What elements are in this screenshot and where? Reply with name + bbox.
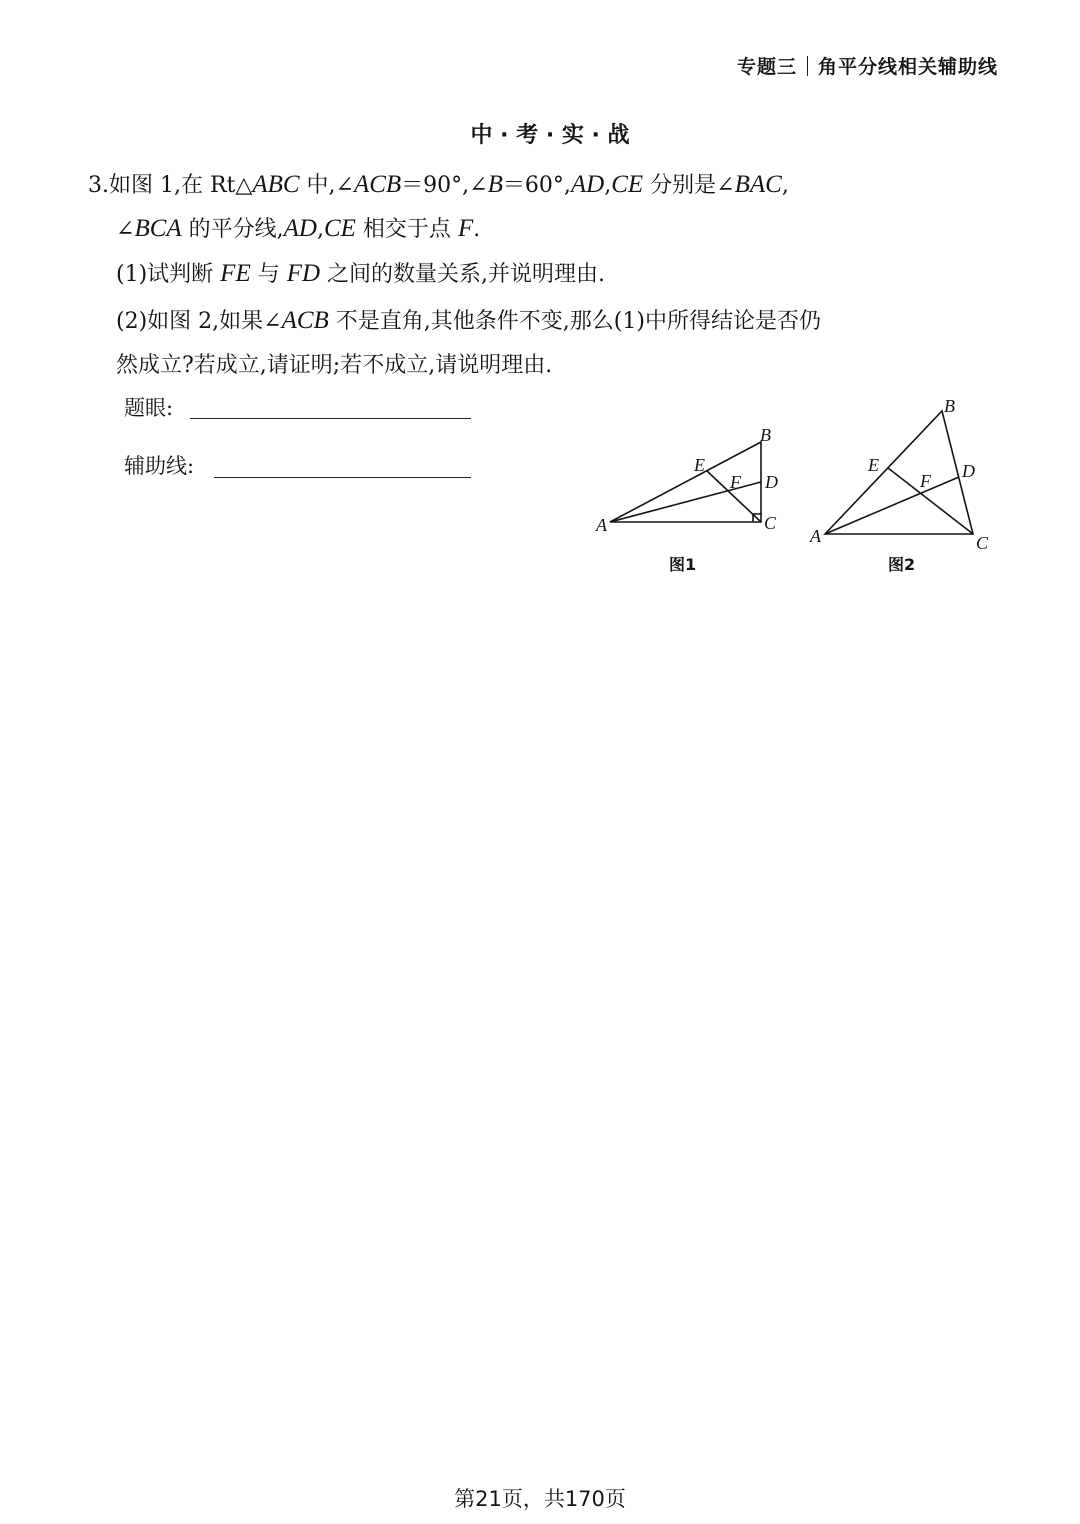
fig2-caption: 图2 [888, 555, 916, 574]
math-seg: FD [286, 260, 321, 287]
text-seg: (2)如图 2,如果∠ [116, 309, 282, 334]
math-seg: B [487, 171, 503, 198]
figures [580, 385, 1010, 585]
fig2-labels [809, 396, 989, 574]
text-seg: , [781, 173, 789, 198]
math-seg: F [457, 215, 474, 242]
math-seg: ABC [252, 171, 300, 198]
math-seg: AD [570, 171, 605, 198]
text-seg: , [316, 217, 324, 242]
page-header [737, 52, 998, 79]
fig1-label-b: B [760, 425, 771, 445]
fuzhuxian-blank[interactable] [214, 477, 471, 478]
problem-number: 3. [88, 173, 109, 198]
problem-line-2 [116, 214, 480, 245]
figure-2 [825, 411, 973, 534]
fig1-label-a: A [596, 515, 607, 535]
question-1 [116, 259, 605, 290]
math-seg: FE [220, 260, 251, 287]
math-seg: ACB [281, 307, 329, 334]
math-seg: BCA [134, 215, 182, 242]
header-topic: 专题三 [736, 56, 797, 78]
fig2-bisector-ad [825, 477, 959, 534]
text-seg: 中,∠ [299, 173, 354, 198]
text-seg: 之间的数量关系,并说明理由. [320, 262, 606, 287]
fig2-label-f: F [920, 471, 931, 491]
text-seg: 相交于点 [355, 217, 458, 242]
question-2-line-1 [116, 306, 821, 337]
math-seg: CE [611, 171, 644, 198]
fuzhuxian-label: 辅助线: [124, 454, 195, 478]
section-title: 中 · 考 · 实 · 战 [470, 123, 630, 148]
header-title: 角平分线相关辅助线 [817, 56, 998, 78]
problem-line-1 [88, 170, 789, 201]
text-seg: ＝60°, [502, 173, 571, 198]
fig1-caption: 图1 [669, 555, 697, 574]
fig1-label-d: D [765, 472, 778, 492]
fig1-label-c: C [764, 513, 777, 533]
tiyan-label: 题眼: [124, 396, 174, 420]
text-seg: . [473, 217, 481, 242]
text-seg: 的平分线, [181, 217, 284, 242]
text-seg: ＝90°,∠ [401, 173, 488, 198]
fig1-label-f: F [730, 472, 741, 492]
fig2-triangle-abc [825, 411, 973, 534]
header-divider [807, 56, 808, 76]
text-seg: (1)试判断 [116, 262, 221, 287]
text-seg: 与 [250, 262, 287, 287]
fig2-label-a: A [810, 526, 821, 546]
question-2-line-2: 然成立?若成立,请证明;若不成立,请说明理由. [116, 353, 553, 378]
fig2-label-e: E [868, 455, 879, 475]
math-seg: CE [323, 215, 356, 242]
tiyan-blank[interactable] [190, 418, 471, 419]
fig2-label-c: C [976, 533, 989, 553]
fig1-label-e: E [694, 455, 705, 475]
math-seg: BAC [734, 171, 782, 198]
text-seg: 不是直角,其他条件不变,那么(1)中所得结论是否仍 [328, 309, 821, 334]
page-footer: 第21页，共170页 [454, 1487, 626, 1511]
text-seg: ∠ [116, 217, 135, 242]
text-seg: 如图 1,在 Rt△ [109, 173, 253, 198]
fig2-label-b: B [944, 396, 955, 416]
math-seg: AD [283, 215, 317, 242]
math-seg: ACB [353, 171, 402, 198]
text-seg: 分别是∠ [643, 173, 735, 198]
text-seg: , [604, 173, 612, 198]
fig2-label-d: D [962, 461, 975, 481]
